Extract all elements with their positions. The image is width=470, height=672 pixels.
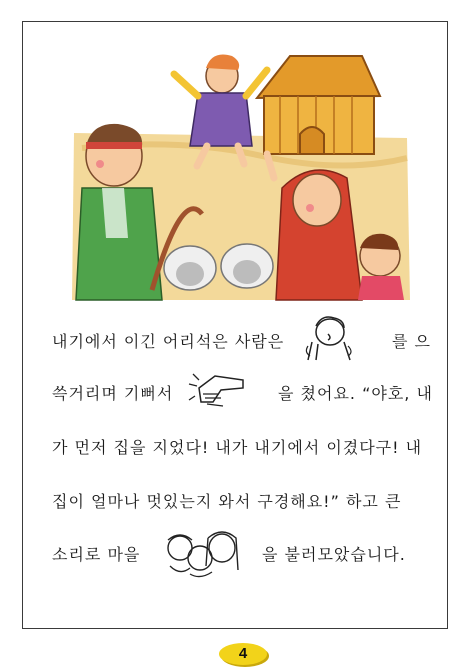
- clap-hands-rebus-icon: [185, 368, 255, 414]
- small-child: [358, 234, 404, 300]
- story-line-5-end: 을 불러모았습니다.: [262, 545, 406, 564]
- story-line-4: 집이 얼마나 멋있는지 와서 구경해요!” 하고 큰: [52, 492, 402, 511]
- wooden-hut: [257, 56, 380, 154]
- villagers-rebus-icon: [160, 526, 244, 580]
- story-line-3: 가 먼저 집을 지었다! 내가 내기에서 이겼다구! 내: [52, 438, 423, 457]
- story-line-2-end: 을 쳤어요. “야호, 내: [278, 384, 433, 403]
- nose-rebus-icon: [300, 312, 360, 364]
- story-illustration: [62, 38, 412, 306]
- page-number: 4: [238, 645, 248, 662]
- story-line-1-end: 를 으: [392, 332, 431, 351]
- page-number-badge: [219, 643, 267, 665]
- story-line-2-start: 쓱거리며 기뻐서: [52, 384, 174, 403]
- story-line-5-start: 소리로 마을: [52, 545, 141, 564]
- story-line-1-start: 내기에서 이긴 어리석은 사람은: [52, 332, 285, 351]
